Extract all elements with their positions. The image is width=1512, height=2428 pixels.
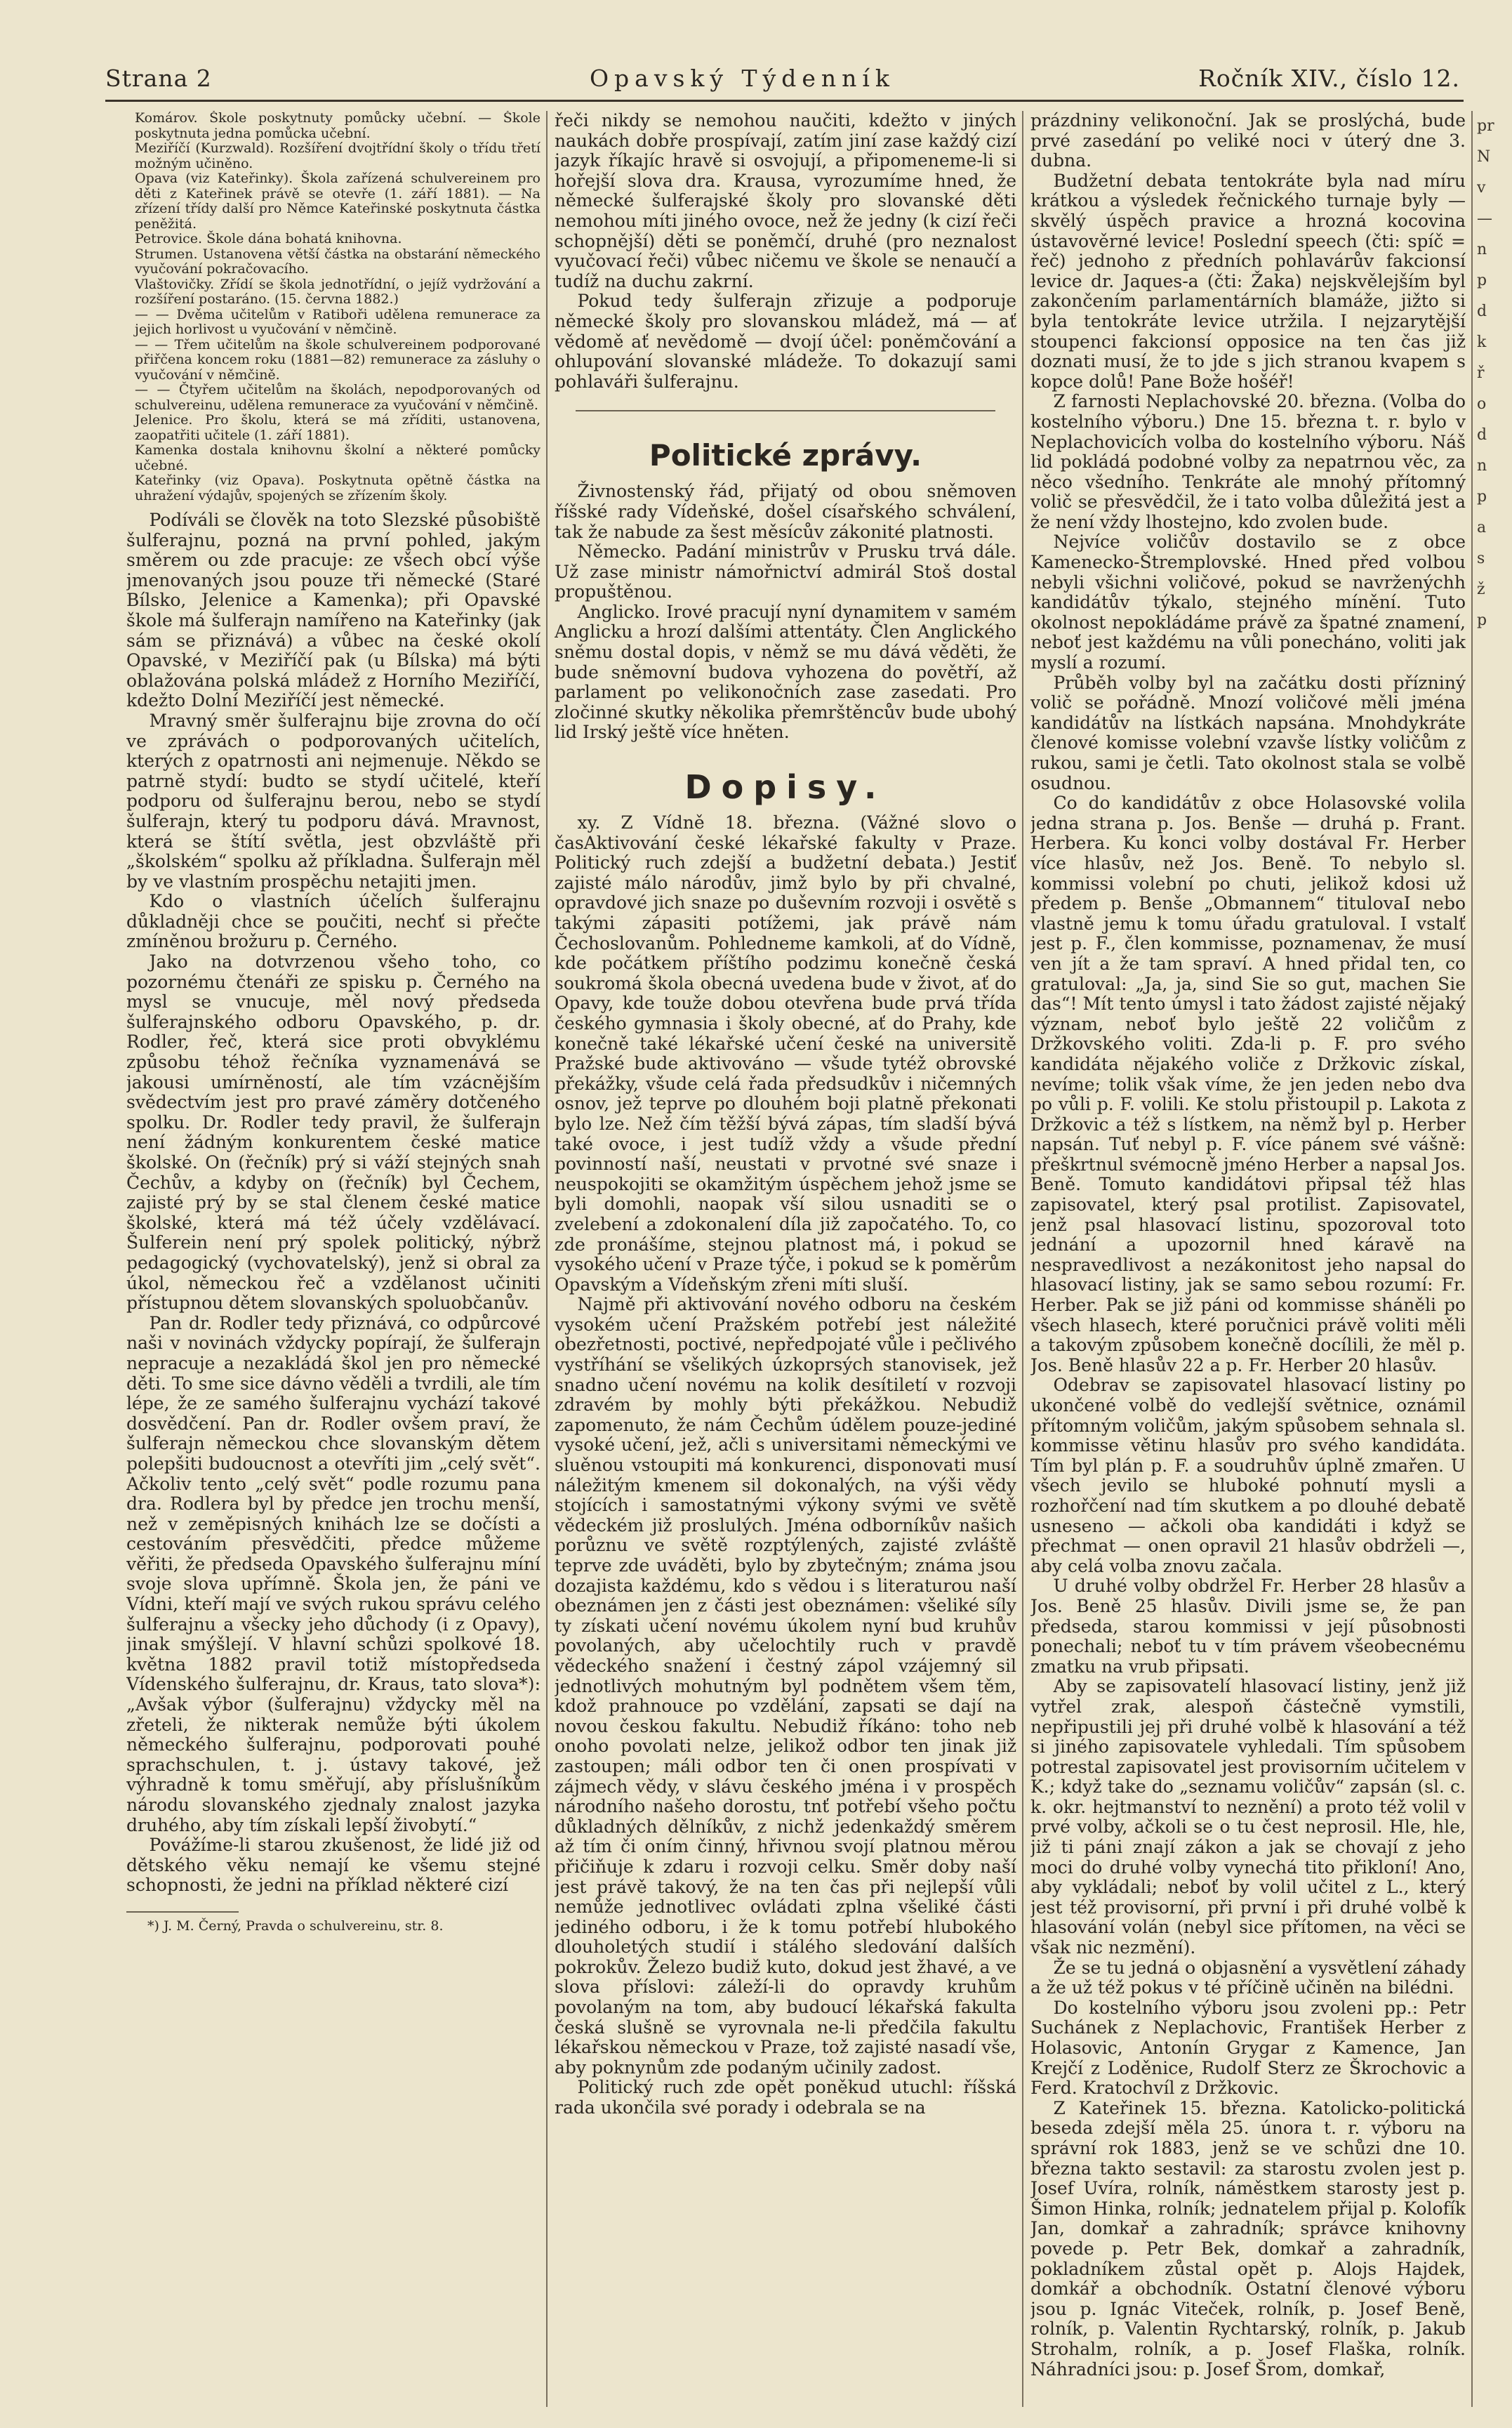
page-header — [105, 65, 1460, 100]
letter-paragraph: Politický ruch zde opět poněkud utuchl: říšská rada ukončila své porady i odebrala se na — [555, 2077, 1016, 2118]
column-1 — [126, 111, 541, 2400]
article-paragraph: Z Kateřinek 15. března. Katolicko-politická beseda zdejší měla 25. února t. r. výboru na správní rok 1883, jenž se ve schůzi dne 10. března takto sestavil: za starostu zvolen jest p. Josef Uvíra, rolník, náměstkem starosty jest p. Šimon Hinka, rolník; jednatelem přijal p. Kolofík Jan, domkař a zahradník; správce knihovny povede p. Petr Bek, domkař a zahradník, pokladníkem zůstal opět p. Alojs Hajdek, domkář a obchodník. Ostatní členové výboru jsou p. Ignác Viteček, rolník, p. Josef Beně, rolník, p. Valentin Rychtarský, rolník, p. Jakub Strohalm, rolník, a p. Josef Flaška, rolník. Náhradníci jsou: p. Josef Šrom, domkař, — [1030, 2097, 1466, 2380]
news-item: Živnostenský řád, přijatý od obou sněmoven říšské rady Vídeňské, došel císařského schválení, tak že nabude za šest měsícův zákonité platnosti. — [555, 481, 1016, 542]
article-paragraph: Průběh volby byl na začátku dosti přízniný volič se pořádně. Mnozí voličové měli jména kandidátův na lístkách napsána. Mnohdykráte členové komisse volební vzavše lístky voličům z rukou, sami je četli. Tato okolnost stala se volbě osudnou. — [1030, 672, 1466, 793]
article-paragraph: U druhé volby obdržel Fr. Herber 28 hlasův a Jos. Beně 25 hlasův. Divili jsme se, že pan předseda, starou kommissi v její působnosti ponechali; neboť tu v tím právem všeobecnému zmatku na vrub připsati. — [1030, 1576, 1466, 1677]
column-divider — [1022, 111, 1023, 2407]
list-item: Kateřinky (viz Opava). Poskytnuta opětně částka na uhražení výdajův, spojených se zřízením školy. — [135, 473, 541, 503]
list-item: — — Dvěma učitelům v Ratiboři udělena remunerace za jejich horlivost u vyučování v němčině. — [135, 306, 541, 337]
article-paragraph: Odebrav se zapisovatel hlasovací listiny po ukončené volbě do vedlejší světnice, oznámil přítomným voličům, jakým spůsobem sehnala sl. kommisse větinu hlasův pro svého kandidáta. Tím byl plán p. F. a soudruhův úplně zmařen. U všech jevilo se hluboké pohnutí mysli a rozhořčení nad tím skutkem a po dlouhé debatě usneseno — ačkoli oba kandidáti i když se přechmat — onen opravil 21 hlasův obdrželi —, aby celá volba znovu začala. — [1030, 1375, 1466, 1576]
list-item: — — Čtyřem učitelům na školách, nepodporovaných od schulvereinu, udělena remunerace za vyučování v němčině. — [135, 382, 541, 413]
list-item: Jelenice. Pro školu, která se má zříditi, ustanovena, zaopatřiti učitele (1. září 1881). — [135, 412, 541, 443]
article-paragraph: Mravný směr šulferajnu bije zrovna do očí ve zprávách o podporovaných učitelích, kterých z opatrnosti ani nejmenuje. Někdo se patrně stydí: budto se stydí učitelé, kteří podporu od šulferajnu berou, nebo se stydí šulferajn, který tu podporu dává. Mravnost, která se štítí světla, jest obzvláště při „školském“ spolku až příkladna. Šulferajn měl by ve vlastním prospěchu netajiti jmen. — [126, 710, 541, 892]
column-2 — [555, 111, 1016, 2400]
section-rule — [576, 410, 995, 411]
article-paragraph: Nejvíce voličův dostavilo se z obce Kamenecko-Štremplovské. Hned před volbou nebyli všichni voličové, pokud se navrženýchh kandidátův týkalo, stejného mínění. Tuto okolnost nepokládáme právě za špatné znamení, neboť jest každému na vůli ponecháno, voliti jak myslí a rozumí. — [1030, 532, 1466, 673]
list-item: — — Třem učitelům na škole schulvereinem podporované přiřčena koncem roku (1881—82) remunerace za zásluhy o vyučování v němčině. — [135, 336, 541, 383]
article-paragraph: Kdo o vlastních účelích šulferajnu důkladněji chce se poučiti, nechť si přečte zmíněnou brožuru p. Černého. — [126, 891, 541, 952]
article-paragraph: Pan dr. Rodler tedy přiznává, co odpůrcové naši v novinách vždycky popírají, že šulferajn nepracuje a nezakládá škol jen pro německé děti. To sme sice dávno věděli a tvrdili, ale tím lépe, že ze samého šulferajnu vychází takové dosvědčení. Pan dr. Rodler ovšem praví, že šulferajn německou chce slovanským dětem polepšiti budoucnost a otevříti jim „celý svět“. Ačkoliv tento „celý svět“ podle rozumu pana dra. Rodlera byl by předce jen trochu menší, než v zeměpisných knihách lze se dočísti a cestováním přesvědčiti, předce můžeme věřiti, že předseda Opavského šulferajnu míní svoje slova upřímně. Škola jen, že páni ve Vídni, kteří mají ve svých rukou správu celého šulferajnu a všecky jeho důchody (i z Opavy), jinak smýšlejí. V hlavní schůzi spolkové 18. května 1882 pravil totiž místopředseda Vídenského šulferajnu, dr. Kraus, tato slova*): „Avšak výbor (šulferajnu) vždycky měl na zřeteli, že nikterak nemůže býti úkolem německého šulferajnu, podporovati pouhé sprachschulen, t. j. ústavy takové, jež výhradně k tomu směřují, aby příslušníkům národu slovanského zjednaly znalost jazyka druhého, aby tím získali lepší živobytí.“ — [126, 1312, 541, 1835]
column-divider — [1471, 111, 1473, 2407]
article-paragraph: řeči nikdy se nemohou naučiti, kdežto v jiných naukách dobře prospívají, zatím jiní zase každý cizí jazyk říkajíc hravě si osvojují, a připomeneme-li si hořejší slova dra. Krausa, vyrozumíme hned, že německé šulferajské školy pro slovanské děti nemohou míti jiného ovoce, než že jedny (k cizí řeči schopnější) děti se poněmčí, druhé (pro neznalost vyučovací řeči) vůbec ničemu ve škole se nenaučí a tudíž na duchu zakrní. — [555, 111, 1016, 291]
list-item: Komárov. Škole poskytnuty pomůcky učební. — Škole poskytnuta jedna pomůcka učební. — [135, 111, 541, 141]
list-item: Petrovice. Škole dána bohatá knihovna. — [135, 231, 402, 246]
volume-issue: Ročník XIV., číslo 12. — [1198, 65, 1460, 92]
article-paragraph: Povážíme-li starou zkušenost, že lidé již od dětského věku nemají ke všemu stejné schopnosti, že jedni na příklad některé cizí — [126, 1835, 541, 1896]
news-item: Anglicko. Irové pracují nyní dynamitem v samém Anglicku a hrozí dalšími attentáty. Člen Anglického sněmu dostal dopis, v němž se mu dává věděti, že bude sněmovní budova vyhozena do povětří, až parlament po velikonočních zase zasedati. Pro zločinné skutky několika přemrštěncův bude ubohý lid Irský ještě více hněten. — [555, 601, 1016, 743]
column-divider — [546, 111, 548, 2407]
newspaper-title: Opavský Týdenník — [590, 65, 895, 92]
article-paragraph: Podíváli se člověk na toto Slezské působiště šulferajnu, pozná na první pohled, jakým směrem ou zde pracuje: ze všech obcí výše jmenovaných jsou pouze tři německé (Staré Bílsko, Jelenice a Kamenka); při Opavské škole má šulferajn namířeno na Kateřinky (jak sám se přiznává) a vůbec na české okolí Opavské, v Meziříčí pak (u Bílska) má býti oblažována polská mládež z Horního Meziříčí, kdežto Dolní Meziříčí jest německé. — [126, 510, 541, 711]
letters-heading: Dopisy. — [684, 768, 887, 807]
article-paragraph: Budžetní debata tentokráte byla nad míru krátkou a výsledek řečnického turnaje byly — skvělý úspěch pravice a hrozná kocovina ústavověrné levice! Poslední speech (čti: spíč = řeč) jednoho z předních pohlavárův fakcionsí levice dr. Jaques-a (čti: Žaka) nejskvělejším byl zakončením parlamentárních blamáže, jižto si byla tentokráte levice utržila. I nejzarytější stoupenci fakcionsí opposice na ten čas již doznati musí, že to jde s jich stranou kvapem s kopce dolů! Pane Bože hošéř! — [1030, 170, 1466, 392]
list-item: Kamenka dostala knihovnu školní a některé pomůcky učebné. — [135, 442, 541, 473]
page-number: Strana 2 — [105, 65, 212, 92]
list-item: Opava (viz Kateřinky). Škola zařízená schulvereinem pro děti z Kateřinek právě se otevře (1. září 1881). — Na zřízení třídy další pro Němce Kateřinské poskytnuta částka peněžitá. — [135, 171, 541, 232]
article-paragraph: Z farnosti Neplachovské 20. března. (Volba do kostelního výboru.) Dne 15. března t. r. bylo v Neplachovicích volba do kostelního výboru. Náš lid pokládá podobné volby za nepatrnou věc, za něco všedního. Tenkráte ale mnohý přítomný volič se přesvědčil, že i tato volba důležitá jest a že není vždy lhostejno, kdo zvolen bude. — [1030, 391, 1466, 532]
footnote: *) J. M. Černý, Pravda o schulvereinu, str. 8. — [147, 1918, 444, 1934]
header-rule — [105, 100, 1464, 102]
letter-paragraph: xy. Z Vídně 18. března. (Vážné slovo o časAktivování české lékařské fakulty v Praze. Politický ruch zdejší a budžetní debata.) Jestiť zajisté málo národův, jimž bylo by při chvalné, opravdové jich snaze po duševním rozvoji i osvětě s takými zápasiti potížemi, jak právě nám Čechoslovanům. Pohledneme kamkoli, ať do Vídně, kde počátkem příštího podzimu konečně česká soukromá škola obecná uvedena bude v život, ať do Opavy, kde touže dobou otevřena bude prvá třída českého gymnasia i školy obecné, ať do Prahy, kde konečně také lékařské učení české na universitě Pražské bude aktivováno — všude tytéž obrovské překážky, všude celá řada předsudkův i ničemných osnov, jež teprve po dlouhém boji platně překonati bylo lze. Než čím těžší bývá zápas, tím sladší bývá také ovoce, i jest tudíž vždy a všude přední povinností naší, neustati v prvotné své snaze i neuspokojiti se okamžitým úspěchem jehož jsme se byli domohli, naopak vší silou usnaditi se o zvelebení a zdokonalení díla již započatého. To, co zde pronášíme, stejnou platnost má, i pokud se vysokého učení v Praze týče, i pokud se k poměrům Opavským a Vídeňským zřeni míti sluší. — [555, 812, 1016, 1295]
school-list — [126, 111, 541, 503]
news-item: Německo. Padání ministrův v Prusku trvá dále. Už zase ministr námořnictví admirál Stoš dostal propuštěnou. — [555, 541, 1016, 602]
adjacent-page-edge: pr N v — n p d k ř o d n p a s ž p — [1477, 117, 1494, 629]
letter-paragraph: Najmě při aktivování nového odboru na českém vysokém učení Pražském potřebí jest náležité obezřetnosti, poctivé, nepředpojaté vůle i pečlivého vystříhání se všelikých úzkoprsých stanovisek, jež snadno učení novému na kolik desítiletí v rozvoji zdravém by mohly býti překážkou. Nebudiž zapomenuto, že nám Čechům údělem pouze-jediné vysoké učení, jež, ačli s universitami německými ve sluěnou vstoupiti má konkurenci, disponovati musí náležitým kmenem sil dokonalých, na výši vědy stojících i samostatnými výkony svými ve světě vědeckém již proslulých. Jména odborníkův našich porůznu ve světě rozptýlených, zajisté zvláště teprve zde uváděti, bylo by zbytečným; známa jsou dozajista každému, kdo s vědou i s literaturou naší obeznámen jen z části jest obeznámen: všeliké síly ty získati učení novému úkolem nyní bud kruhův povolaných, aby učelochtily ruch v pravdě vědeckého snažení i čestný zápol vzájemný sil jednotlivých mohutným byl podnětem všem těm, kdož prahnouce po vzdělání, zapsati se dají na novou českou fakultu. Nebudiž říkáno: toho neb onoho povolati nelze, jelikož odbor ten jinak již zastoupen; máli odbor ten či onen prospívati v zájmech vědy, v slávu českého jména i v prospěch národního našeho dorostu, tnť potřebí všeho počtu důkladných dělníkův, z nichž jedenkaždý směrem až tím či oním činný, hřivnou svojí platnou měrou přičiňuje k zdaru i rozvoji celku. Směr doby naší jest právě takový, že na ten čas při nejlepší vůli nemůže jednotlivec ovládati zplna všeliké části jediného odboru, i že k tomu potřebí hlubokého dlouholetých studií i stálého sledování dalších pokrokův. Železo budiž kuto, dokud jest žhavé, a ve slova příslovi: záleží-li do opravdy kruhům povolaným na tom, aby budoucí lékařská fakulta česká slušně se vyrovnala ne-li předčila fakultu lékařskou německou v Praze, tož zajisté nasadí vše, aby poknynům zde podaným učinily zadost. — [555, 1294, 1016, 2078]
politics-heading: Politické zprávy. — [649, 438, 922, 473]
list-item: Strumen. Ustanovena větší částka na obstarání německého vyučování pokračovacího. — [135, 246, 541, 277]
article-paragraph: Že se tu jedná o objasnění a vysvětlení záhady a že už též pokus v té příčině učiněn na bilédni. — [1030, 1957, 1466, 1998]
list-item: Meziříčí (Kurzwald). Rozšíření dvojtřídní školy o třídu třetí možným učiněno. — [135, 140, 541, 171]
article-paragraph: Co do kandidátův z obce Holasovské volila jedna strana p. Jos. Benše — druhá p. Frant. Herbera. Ku konci volby dostával Fr. Herber více hlasův, než Jos. Beně. To nebylo sl. kommissi volební po chuti, jelikož kdosi už předem p. Benše „Obmannem“ titulovaI nebo vlastně jemu k tomu úřadu gratuloval. I vstalť jest p. F., člen kommisse, poznamenav, že musí ven jít a že tam spraví. A hned přidal ten, co gratuloval: „Ja, ja, sind Sie so gut, machen Sie das“! Mít tento úmysl i tato žádost zajisté nějaký význam, neboť bylo ještě 22 voličům z Držkovského voliti. Zda-li p. F. pro svého kandidáta nějakého voliče z Držkovic získal, nevíme; tolik však víme, že jen jeden nebo dva po vůli p. F. volili. Ke stolu přistoupil p. Lakota z Držkovic a též s lístkem, na němž byl p. Herber napsán. Tuť nebyl p. F. více pánem své vášně: přeškrtnul svémocně jméno Herber a napsal Jos. Beně. Tomuto kandidátovi připsal též hlas zapisovatel, který psal protilist. Zapisovatel, jenž psal hlasovací listinu, spozoroval toto jednání a upozornil hned káravě na nespravedlivost a nezákonitost jeho napsal do hlasovací listiny, jak se samo sebou rozumí: Fr. Herber. Pak se již páni od kommisse sháněli po všech hlasech, které poručnici právě voliti měli a takovým způsobem konečně docílili, že měl p. Jos. Beně hlasův 22 a p. Fr. Herber 20 hlasův. — [1030, 793, 1466, 1375]
article-paragraph: Jako na dotvrzenou všeho toho, co pozornému čtenáři ze spisku p. Černého na mysl se vnucuje, měl nový předseda šulferajnského odboru Opavského, p. dr. Rodler, řeč, která sice proti obvyklému způsobu téhož řečníka vyznamenává se jakousi umírněností, ale tím vzácnějším svědectvím jest pro pravé záměry dotčeného spolku. Dr. Rodler tedy pravil, že šulferajn není žádným konkurentem české matice školské. On (řečník) prý si váží stejných snah Čechův, a kdyby on (řečník) byl Čechem, zajisté prý by se stal členem české matice školské, která má též účely vzdělávací. Šulferein není prý spolek politický, nýbrž pedagogický (vychovatelský), jenž si obral za úkol, německou řeč a vzdělanost učiniti přístupnou dětem slovanských spoluobčanův. — [126, 951, 541, 1314]
column-3 — [1030, 111, 1466, 2400]
list-item: Vlaštovičky. Zřídí se škola jednotřídní, o jejíž vydržování a rozšíření postaráno. (15. června 1882.) — [135, 276, 541, 307]
article-paragraph: Pokud tedy šulferajn zřizuje a podporuje německé školy pro slovanskou mládež, má — ať vědomě ať nevědomě — dvojí účel: poněmčování a ohlupování slovanské mládeže. To dokazují sami pohlaváři šulferajnu. — [555, 291, 1016, 392]
footnote-rule — [126, 1911, 239, 1913]
article-paragraph: prázdniny velikonoční. Jak se proslýchá, bude prvé zasedání po veliké noci v úterý dne 3. dubna. — [1030, 111, 1466, 171]
article-paragraph: Do kostelního výboru jsou zvoleni pp.: Petr Suchánek z Neplachovic, František Herber z Holasovic, Antonín Grygar z Kamence, Jan Krejčí z Loděnice, Rudolf Sterz ze Škrochovic a Ferd. Kratochvíl z Držkovic. — [1030, 1997, 1466, 2099]
article-paragraph: Aby se zapisovatelí hlasovací listiny, jenž již vytřel zrak, alespoň částečně vymstili, nepřipustili jej při druhé volbě k hlasování a též si jiného zapisovatele vyhledali. Tím spůsobem potrestal zapisovatel jest provisorním učitelem v K.; když take do „seznamu voličův“ zapsán (sl. c. k. okr. hejtmanství to neznění) a proto též volil v prvé volby, ačkoli se o tu čest neprosil. Hle, hle, již ti páni znají zákon a jak se chovají z jeho moci do druhé volby vynechá tito přikloní! Ano, aby vykládali; neboť by volil učitel z L., který jest též provisorní, při první i při druhé volbě k hlasování volán (nebyl sice přítomen, na věci se však nic nezmění). — [1030, 1676, 1466, 1958]
